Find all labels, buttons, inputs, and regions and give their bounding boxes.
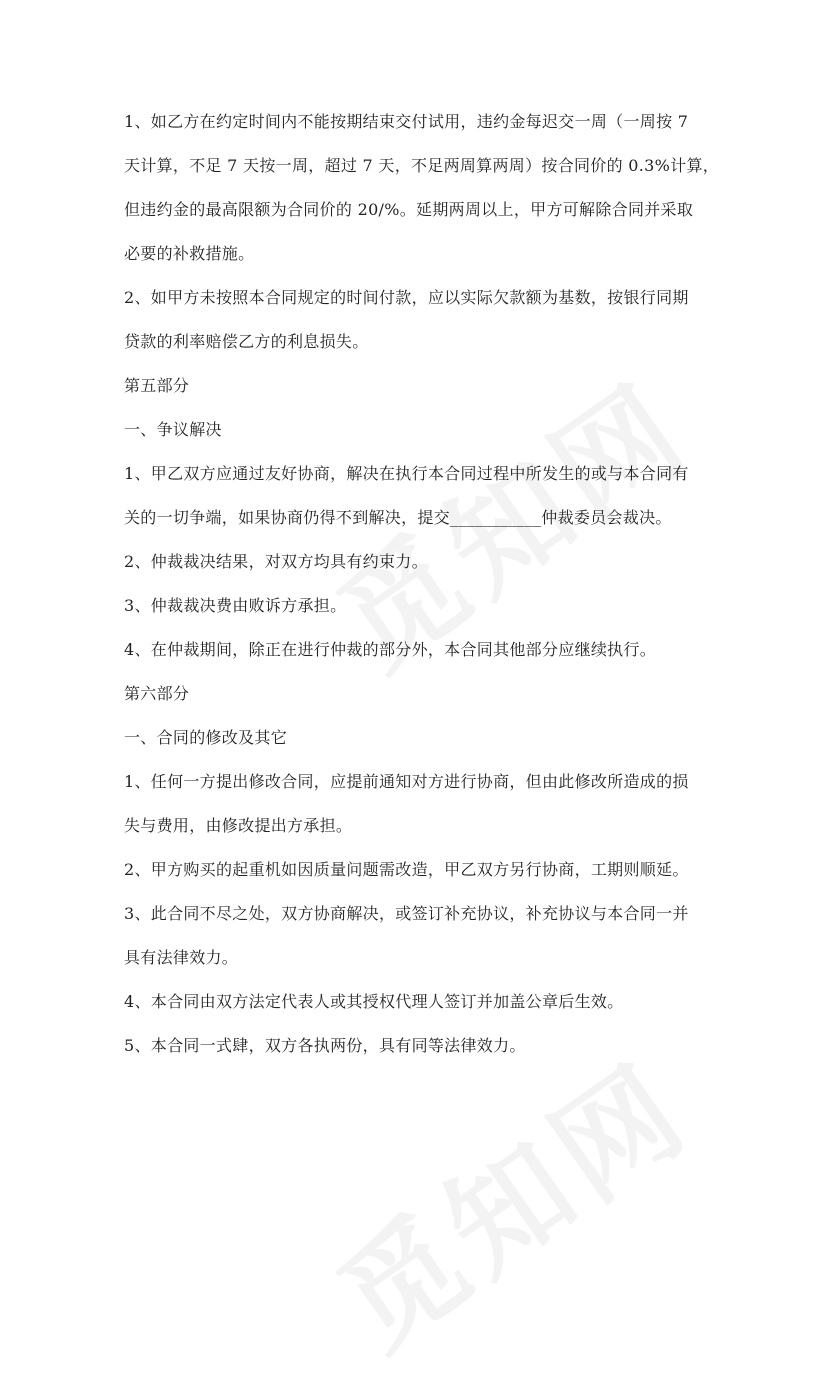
section-heading-part-six <box>124 672 714 716</box>
text-line: 贷款的利率赔偿乙方的利息损失。 <box>124 332 369 351</box>
text-line: 具有法律效力。 <box>124 948 239 967</box>
text-line: 天计算，不足 7 天按一周，超过 7 天，不足两周算两周）按合同价的 0.3%计算， <box>124 156 720 175</box>
text-line: 2、甲方购买的起重机如因质量问题需改造，甲乙双方另行协商，工期则顺延。 <box>124 860 689 879</box>
paragraph-penalty-delay <box>124 100 720 276</box>
text-line: 一、合同的修改及其它 <box>124 728 288 747</box>
paragraph-dispute-1 <box>124 452 714 540</box>
paragraph-modification-3 <box>124 892 714 980</box>
text-line: 2、仲裁裁决结果，对双方均具有约束力。 <box>124 552 428 571</box>
paragraph-modification-1 <box>124 760 714 848</box>
watermark <box>300 1016 718 1381</box>
text-line: 但违约金的最高限额为合同价的 20/%。延期两周以上，甲方可解除合同并采取 <box>124 200 694 219</box>
text-line: 4、在仲裁期间，除正在进行仲裁的部分外，本合同其他部分应继续执行。 <box>124 640 657 659</box>
paragraph-modification-5 <box>124 1024 714 1068</box>
text-line: 关的一切争端，如果协商仍得不到解决，提交___________仲裁委员会裁决。 <box>124 508 672 527</box>
subsection-heading-dispute <box>124 408 714 452</box>
text-line: 第五部分 <box>124 376 190 395</box>
subsection-heading-modification <box>124 716 714 760</box>
text-line: 1、任何一方提出修改合同，应提前通知对方进行协商，但由此修改所造成的损 <box>124 772 689 791</box>
paragraph-dispute-3 <box>124 584 714 628</box>
paragraph-dispute-2 <box>124 540 714 584</box>
paragraph-modification-4 <box>124 980 714 1024</box>
text-line: 失与费用，由修改提出方承担。 <box>124 816 353 835</box>
text-line: 1、甲乙双方应通过友好协商，解决在执行本合同过程中所发生的或与本合同有 <box>124 464 689 483</box>
text-line: 必要的补救措施。 <box>124 244 255 263</box>
text-line: 4、本合同由双方法定代表人或其授权代理人签订并加盖公章后生效。 <box>124 992 624 1011</box>
section-heading-part-five <box>124 364 714 408</box>
text-line: 1、如乙方在约定时间内不能按期结束交付试用，违约金每迟交一周（一周按 7 <box>124 112 689 131</box>
paragraph-modification-2 <box>124 848 714 892</box>
text-line: 第六部分 <box>124 684 190 703</box>
text-line: 3、仲裁裁决费由败诉方承担。 <box>124 596 347 615</box>
text-line: 一、争议解决 <box>124 420 222 439</box>
text-line: 2、如甲方未按照本合同规定的时间付款，应以实际欠款额为基数，按银行同期 <box>124 288 689 307</box>
text-line: 3、此合同不尽之处，双方协商解决，或签订补充协议，补充协议与本合同一并 <box>124 904 689 923</box>
document-body <box>124 100 720 1068</box>
paragraph-late-payment <box>124 276 714 364</box>
paragraph-dispute-4 <box>124 628 714 672</box>
text-line: 5、本合同一式肆，双方各执两份，具有同等法律效力。 <box>124 1036 526 1055</box>
